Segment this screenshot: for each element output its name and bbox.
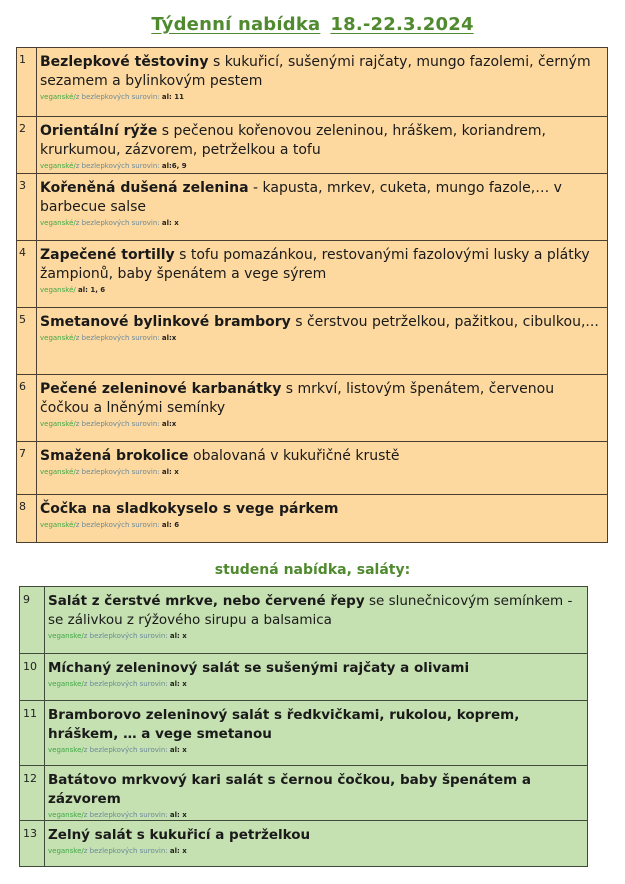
menu-item-row bbox=[20, 821, 588, 867]
item-text bbox=[48, 592, 583, 630]
allergens: al: x bbox=[169, 811, 187, 819]
item-name: Čočka na sladkokyselo s vege párkem bbox=[40, 501, 339, 517]
item-description: s čerstvou petrželkou, pažitkou, cibulkou,... bbox=[290, 314, 599, 330]
item-description-cell bbox=[45, 701, 588, 766]
date-range: 18.-22.3.2024 bbox=[330, 14, 474, 35]
menu-item-row bbox=[17, 174, 608, 241]
item-description: s kukuřicí, sušenými rajčaty, mungo fazolemi, černým sezamem a bylinkovým pestem bbox=[40, 54, 591, 89]
item-text bbox=[48, 826, 583, 845]
item-text bbox=[40, 447, 603, 466]
item-description: se slunečnicovým semínkem - se zálivkou z rýžového sirupu a balsamica bbox=[48, 593, 573, 628]
allergens: al: x bbox=[169, 680, 187, 688]
allergens: al: 11 bbox=[161, 93, 184, 101]
allergens: al: x bbox=[169, 746, 187, 754]
gluten-free-tag: z bezlepkových surovin: bbox=[75, 219, 162, 227]
item-text bbox=[40, 122, 603, 160]
allergens: al: x bbox=[161, 468, 179, 476]
menu-item-row bbox=[17, 241, 608, 308]
item-name: Zelný salát s kukuřicí a petrželkou bbox=[48, 827, 311, 843]
item-description-cell bbox=[37, 241, 608, 308]
item-description: s tofu pomazánkou, restovanými fazolovými lusky a plátky žampionů, baby špenátem a vege sýrem bbox=[40, 247, 590, 282]
gluten-free-tag: z bezlepkových surovin: bbox=[75, 334, 162, 342]
item-name: Kořeněná dušená zelenina bbox=[40, 180, 249, 196]
hot-menu-table bbox=[16, 47, 608, 543]
item-number: 1 bbox=[17, 48, 37, 117]
item-description: s pečenou kořenovou zeleninou, hráškem, koriandrem, krurkumou, zázvorem, petrželkou a tofu bbox=[40, 123, 546, 158]
item-name: Pečené zeleninové karbanátky bbox=[40, 381, 282, 397]
item-text bbox=[48, 706, 583, 744]
item-text bbox=[40, 380, 603, 418]
item-name: Batátovo mrkvový kari salát s černou čočkou, baby špenátem a zázvorem bbox=[48, 772, 532, 807]
item-description-cell bbox=[37, 174, 608, 241]
item-number: 6 bbox=[17, 375, 37, 442]
allergens: al: x bbox=[169, 847, 187, 855]
item-tags bbox=[48, 679, 583, 689]
item-description-cell bbox=[37, 308, 608, 375]
allergens: al: x bbox=[161, 219, 179, 227]
item-text bbox=[40, 246, 603, 284]
item-text bbox=[40, 179, 603, 217]
menu-item-row bbox=[17, 48, 608, 117]
item-number: 8 bbox=[17, 495, 37, 543]
item-description-cell bbox=[37, 442, 608, 495]
item-tags bbox=[40, 92, 603, 102]
gluten-free-tag: z bezlepkových surovin: bbox=[75, 93, 162, 101]
item-number: 4 bbox=[17, 241, 37, 308]
menu-item-row bbox=[17, 495, 608, 543]
gluten-free-tag: z bezlepkových surovin: bbox=[83, 811, 170, 819]
item-number: 9 bbox=[20, 587, 45, 654]
gluten-free-tag: z bezlepkových surovin: bbox=[75, 468, 162, 476]
allergens: al:x bbox=[161, 334, 177, 342]
vegan-tag: veganske/ bbox=[48, 847, 84, 855]
item-tags bbox=[40, 419, 603, 429]
item-tags bbox=[48, 631, 583, 641]
gluten-free-tag: z bezlepkových surovin: bbox=[83, 746, 170, 754]
item-number: 3 bbox=[17, 174, 37, 241]
menu-item-row bbox=[20, 587, 588, 654]
allergens: al:x bbox=[161, 420, 177, 428]
item-tags bbox=[40, 285, 603, 295]
menu-item-row bbox=[17, 375, 608, 442]
item-name: Smažená brokolice bbox=[40, 448, 189, 464]
gluten-free-tag: z bezlepkových surovin: bbox=[75, 162, 162, 170]
item-description: - kapusta, mrkev, cuketa, mungo fazole,… v barbecue salse bbox=[40, 180, 562, 215]
menu-item-row bbox=[20, 654, 588, 701]
item-name: Bramborovo zeleninový salát s ředkvičkami, rukolou, koprem, hráškem, … a vege smetanou bbox=[48, 707, 520, 742]
menu-item-row bbox=[17, 442, 608, 495]
item-number: 13 bbox=[20, 821, 45, 867]
item-number: 10 bbox=[20, 654, 45, 701]
allergens: al: 1, 6 bbox=[77, 286, 106, 294]
gluten-free-tag: z bezlepkových surovin: bbox=[75, 420, 162, 428]
vegan-tag: veganské/ bbox=[40, 219, 76, 227]
item-tags bbox=[40, 218, 603, 228]
cold-menu-table bbox=[19, 586, 588, 867]
item-number: 11 bbox=[20, 701, 45, 766]
vegan-tag: veganské/ bbox=[40, 521, 76, 529]
item-name: Salát z čerstvé mrkve, nebo červené řepy bbox=[48, 593, 365, 609]
item-name: Míchaný zeleninový salát se sušenými rajčaty a olivami bbox=[48, 660, 470, 676]
item-description-cell bbox=[37, 375, 608, 442]
item-tags bbox=[48, 846, 583, 856]
item-description-cell bbox=[45, 654, 588, 701]
allergens: al: 6 bbox=[161, 521, 180, 529]
gluten-free-tag: z bezlepkových surovin: bbox=[83, 847, 170, 855]
item-description: s mrkví, listovým špenátem, červenou čočkou a lněnými semínky bbox=[40, 381, 555, 416]
item-text bbox=[48, 659, 583, 678]
item-tags bbox=[48, 810, 583, 820]
vegan-tag: veganske/ bbox=[48, 680, 84, 688]
item-text bbox=[40, 500, 603, 519]
item-number: 12 bbox=[20, 766, 45, 821]
item-number: 7 bbox=[17, 442, 37, 495]
item-description: obalovaná v kukuřičné krustě bbox=[188, 448, 400, 464]
menu-item-row bbox=[20, 766, 588, 821]
menu-item-row bbox=[20, 701, 588, 766]
item-name: Orientální rýže bbox=[40, 123, 158, 139]
item-tags bbox=[48, 745, 583, 755]
vegan-tag: veganske/ bbox=[48, 746, 84, 754]
page-title bbox=[0, 14, 625, 35]
item-description-cell bbox=[45, 821, 588, 867]
item-tags bbox=[40, 161, 603, 171]
item-description-cell bbox=[37, 117, 608, 174]
item-name: Smetanové bylinkové brambory bbox=[40, 314, 291, 330]
item-description-cell bbox=[37, 48, 608, 117]
allergens: al:6, 9 bbox=[161, 162, 187, 170]
menu-item-row bbox=[17, 308, 608, 375]
vegan-tag: veganske/ bbox=[48, 811, 84, 819]
item-text bbox=[40, 313, 603, 332]
vegan-tag: veganské/ bbox=[40, 334, 76, 342]
item-name: Zapečené tortilly bbox=[40, 247, 175, 263]
item-description-cell bbox=[45, 766, 588, 821]
title-text: Týdenní nabídka bbox=[151, 14, 321, 35]
item-name: Bezlepkové těstoviny bbox=[40, 54, 209, 70]
item-tags bbox=[40, 467, 603, 477]
gluten-free-tag: z bezlepkových surovin: bbox=[83, 632, 170, 640]
item-number: 5 bbox=[17, 308, 37, 375]
vegan-tag: veganské/ bbox=[40, 420, 76, 428]
item-text bbox=[48, 771, 583, 809]
gluten-free-tag: z bezlepkových surovin: bbox=[83, 680, 170, 688]
vegan-tag: veganske/ bbox=[48, 632, 84, 640]
vegan-tag: veganské/ bbox=[40, 286, 76, 294]
cold-section-title: studená nabídka, saláty: bbox=[214, 562, 411, 578]
item-tags bbox=[40, 520, 603, 530]
vegan-tag: veganské/ bbox=[40, 162, 76, 170]
vegan-tag: veganské/ bbox=[40, 93, 76, 101]
item-tags bbox=[40, 333, 603, 343]
gluten-free-tag: z bezlepkových surovin: bbox=[75, 521, 162, 529]
item-number: 2 bbox=[17, 117, 37, 174]
item-description-cell bbox=[37, 495, 608, 543]
vegan-tag: veganské/ bbox=[40, 468, 76, 476]
allergens: al: x bbox=[169, 632, 187, 640]
item-description-cell bbox=[45, 587, 588, 654]
item-text bbox=[40, 53, 603, 91]
menu-item-row bbox=[17, 117, 608, 174]
